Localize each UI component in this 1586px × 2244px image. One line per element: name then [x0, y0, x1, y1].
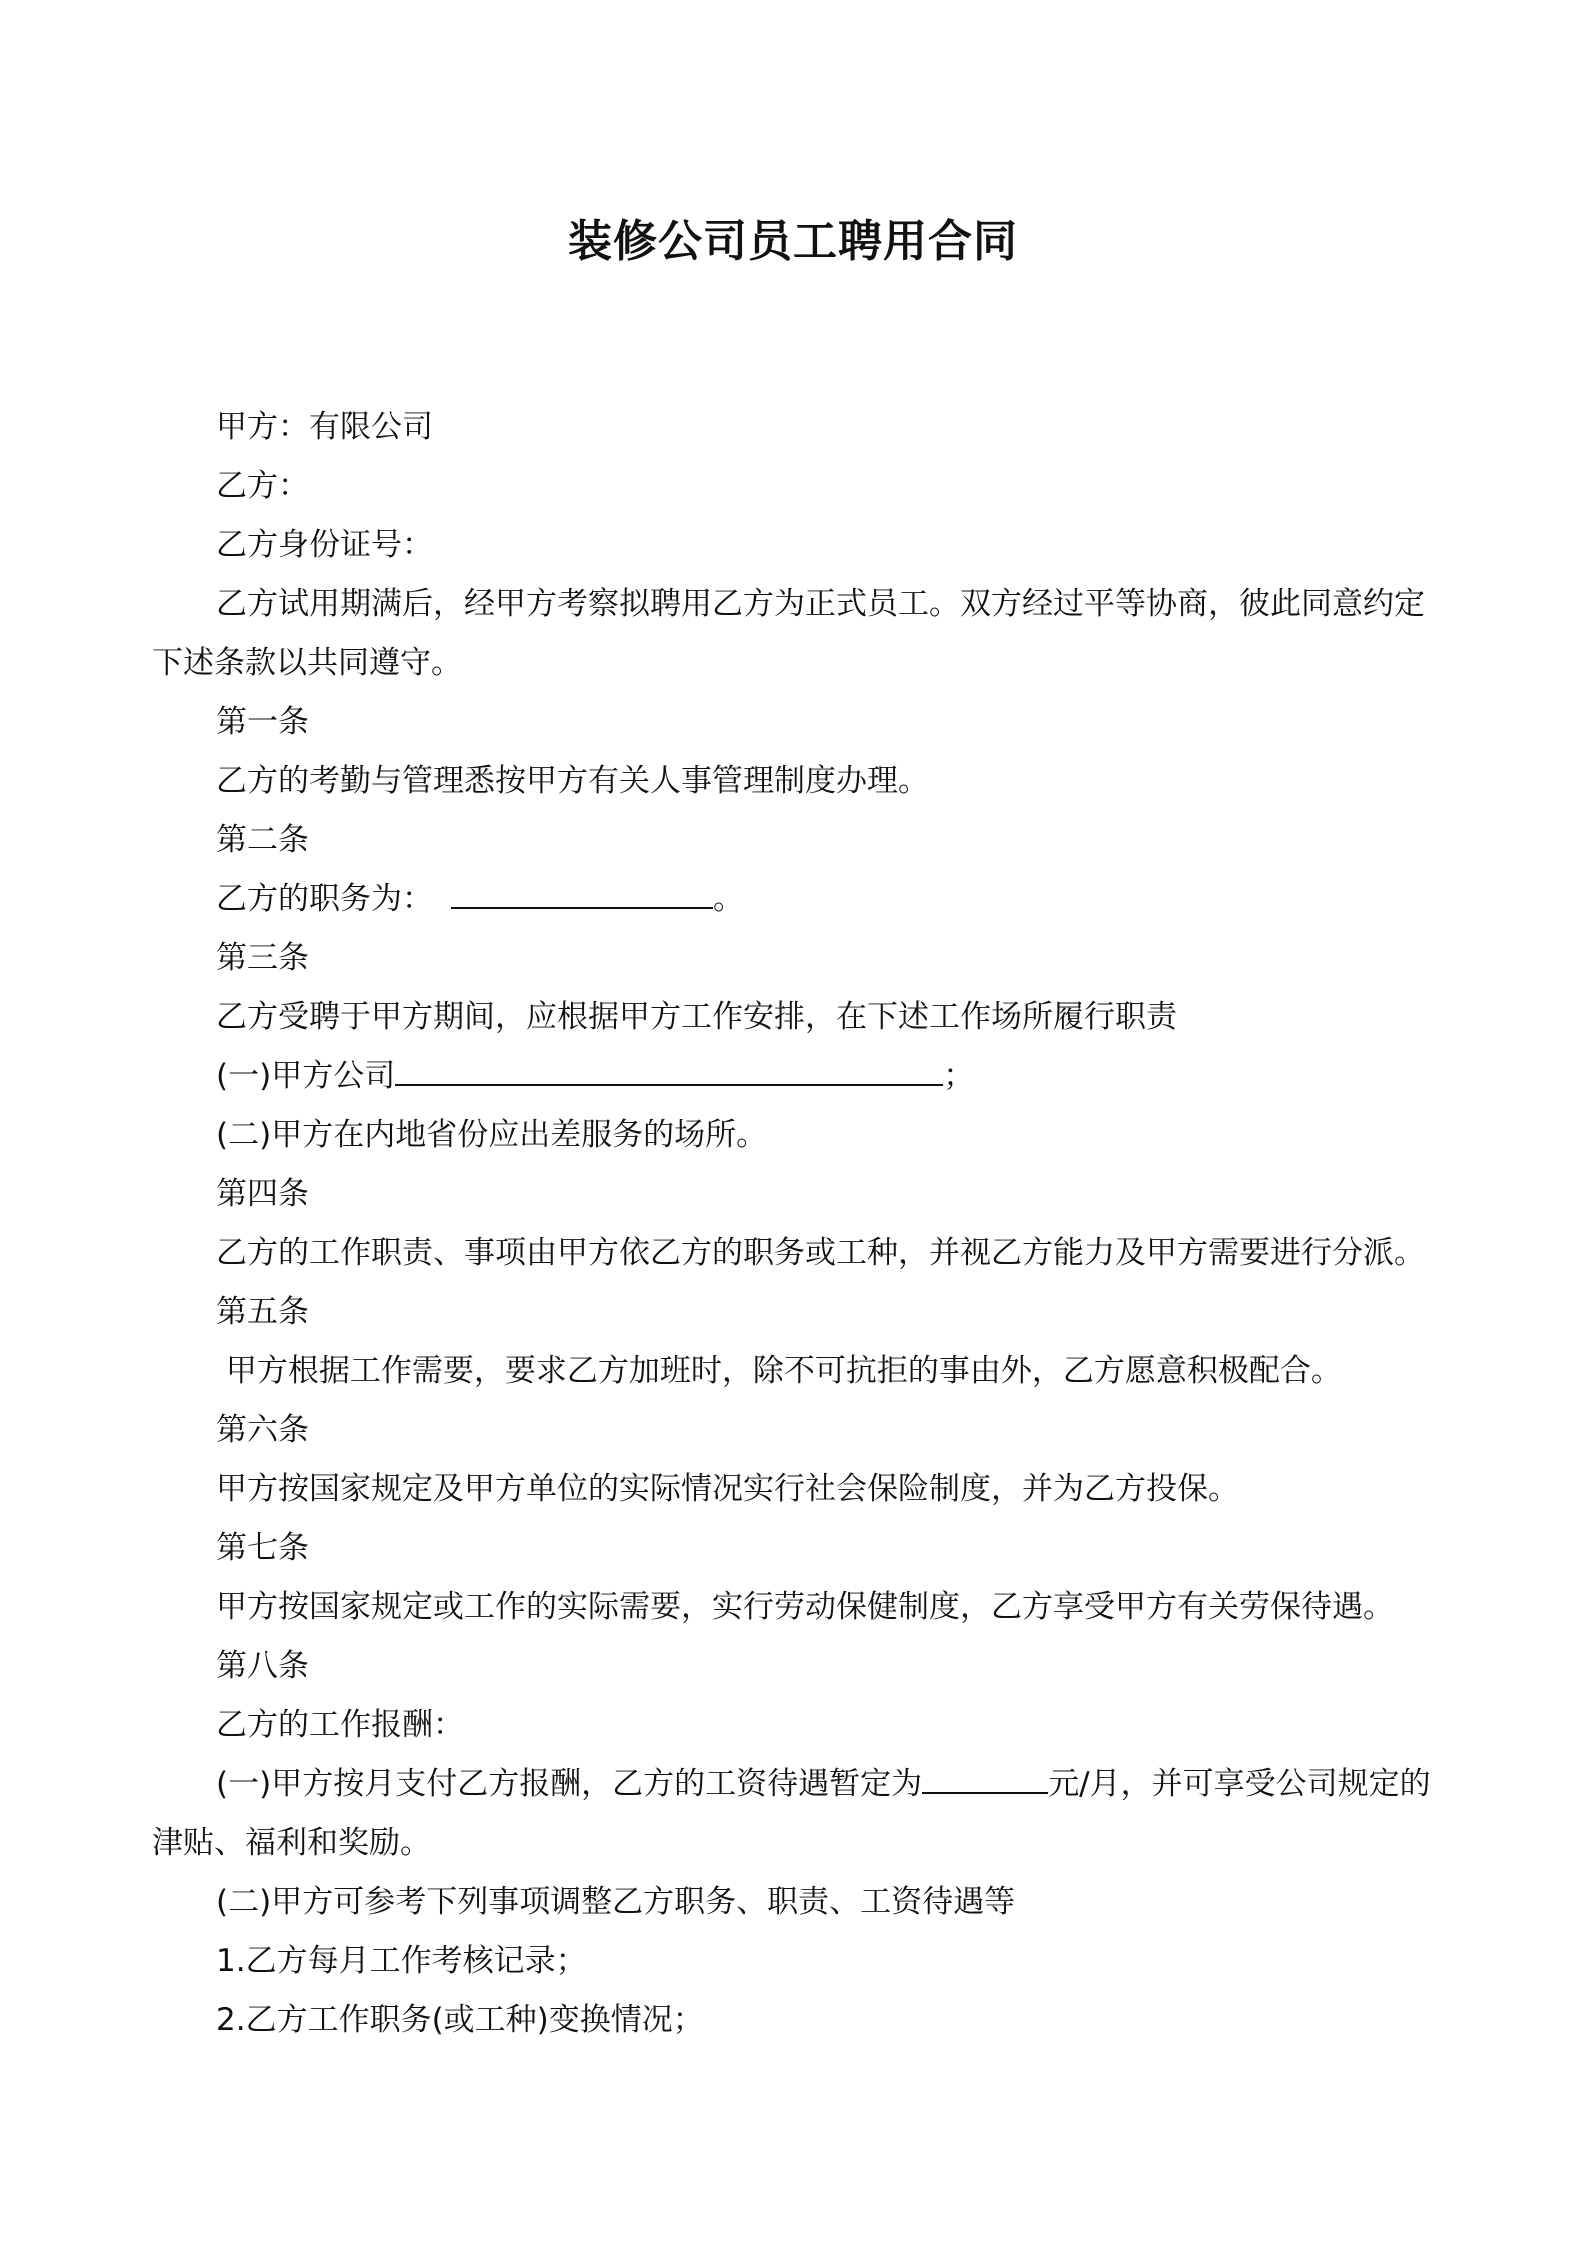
- salary-blank: [922, 1762, 1048, 1794]
- article-2-end: 。: [713, 881, 744, 917]
- article-8-sub-1: 1.乙方每月工作考核记录；: [216, 1943, 587, 1979]
- party-b-id-line: 乙方身份证号：: [216, 527, 433, 563]
- article-1-text: 乙方的考勤与管理悉按甲方有关人事管理制度办理。: [216, 763, 929, 799]
- article-2-label: 乙方的职务为：: [216, 881, 433, 917]
- article-5-text: 甲方根据工作需要，要求乙方加班时，除不可抗拒的事由外，乙方愿意积极配合。: [216, 1353, 1342, 1389]
- article-2-text: [152, 870, 1442, 929]
- article-8-sub-2: 2.乙方工作职务(或工种)变换情况；: [216, 2002, 704, 2038]
- article-3-item-1-label: (一)甲方公司: [216, 1058, 396, 1094]
- article-5-heading: 第五条: [216, 1294, 309, 1330]
- company-blank: [395, 1054, 943, 1086]
- article-3-item-1-end: ；: [943, 1058, 975, 1094]
- article-6-heading: 第六条: [216, 1412, 309, 1448]
- party-a-line: 甲方：有限公司: [216, 409, 433, 445]
- article-1-heading: 第一条: [216, 704, 309, 740]
- intro-paragraph: 乙方试用期满后，经甲方考察拟聘用乙方为正式员工。双方经过平等协商，彼此同意约定下述条款以共同遵守。: [152, 586, 1425, 681]
- party-b-line: 乙方：: [216, 468, 309, 504]
- article-8-heading: 第八条: [216, 1648, 309, 1684]
- article-8-item-1-label: (一)甲方按月支付乙方报酬，乙方的工资待遇暂定为: [216, 1766, 923, 1802]
- article-3-heading: 第三条: [216, 940, 309, 976]
- article-3-item-1: [152, 1047, 1442, 1106]
- duty-blank: [451, 877, 713, 909]
- article-4-text: 乙方的工作职责、事项由甲方依乙方的职务或工种，并视乙方能力及甲方需要进行分派。: [216, 1235, 1425, 1271]
- article-7-heading: 第七条: [216, 1530, 309, 1566]
- document-title: 装修公司员工聘用合同: [568, 216, 1018, 267]
- article-4-heading: 第四条: [216, 1176, 309, 1212]
- article-8-text: 乙方的工作报酬：: [216, 1707, 464, 1743]
- article-2-heading: 第二条: [216, 822, 309, 858]
- article-8-item-1-end: 元/月，并可享受公司规定的津贴、福利和奖励。: [152, 1766, 1431, 1861]
- article-3-item-2: (二)甲方在内地省份应出差服务的场所。: [216, 1117, 768, 1153]
- article-8-item-2: (二)甲方可参考下列事项调整乙方职务、职责、工资待遇等: [216, 1884, 1016, 1920]
- document-body: [152, 398, 1442, 2050]
- article-7-text: 甲方按国家规定或工作的实际需要，实行劳动保健制度，乙方享受甲方有关劳保待遇。: [216, 1589, 1394, 1625]
- article-3-text: 乙方受聘于甲方期间，应根据甲方工作安排，在下述工作场所履行职责: [216, 999, 1177, 1035]
- article-6-text: 甲方按国家规定及甲方单位的实际情况实行社会保险制度，并为乙方投保。: [216, 1471, 1239, 1507]
- article-8-item-1: [152, 1755, 1442, 1873]
